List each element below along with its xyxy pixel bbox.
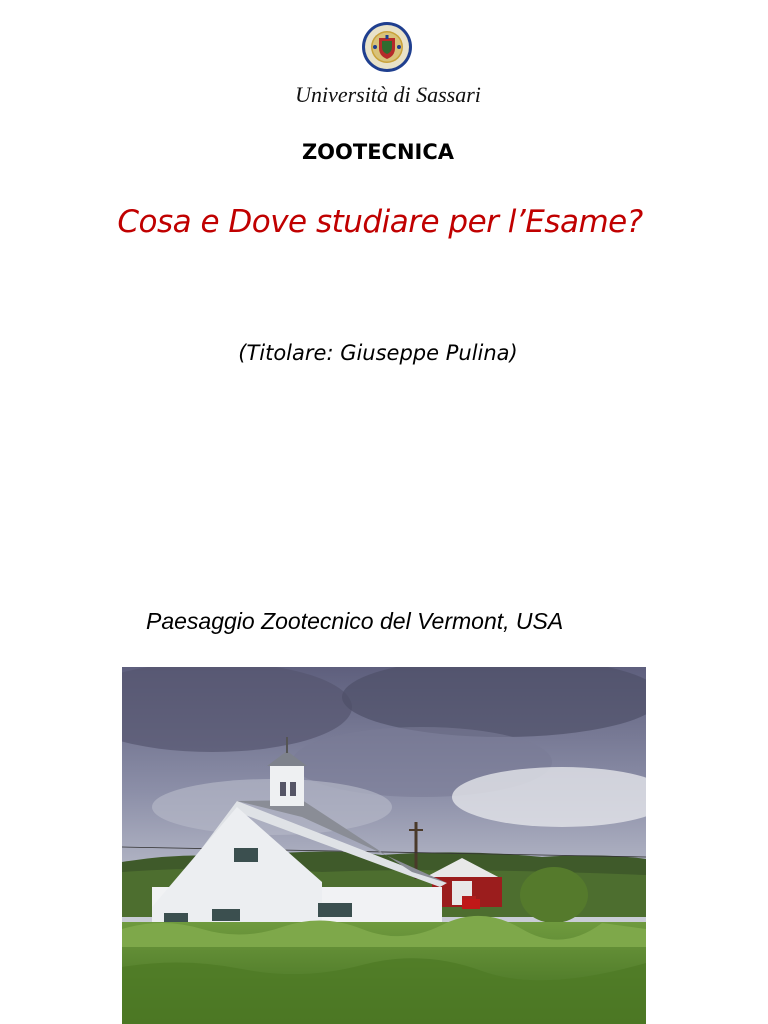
university-name: Università di Sassari bbox=[295, 82, 481, 107]
page-title: Cosa e Dove studiare per l’Esame? bbox=[117, 204, 643, 240]
university-seal-icon bbox=[361, 21, 413, 73]
photo-caption: Paesaggio Zootecnico del Vermont, USA bbox=[146, 608, 564, 634]
course-holder: (Titolare: Giuseppe Pulina) bbox=[238, 341, 518, 365]
farm-landscape-photo bbox=[122, 667, 646, 1024]
course-title: ZOOTECNICA bbox=[301, 140, 455, 164]
